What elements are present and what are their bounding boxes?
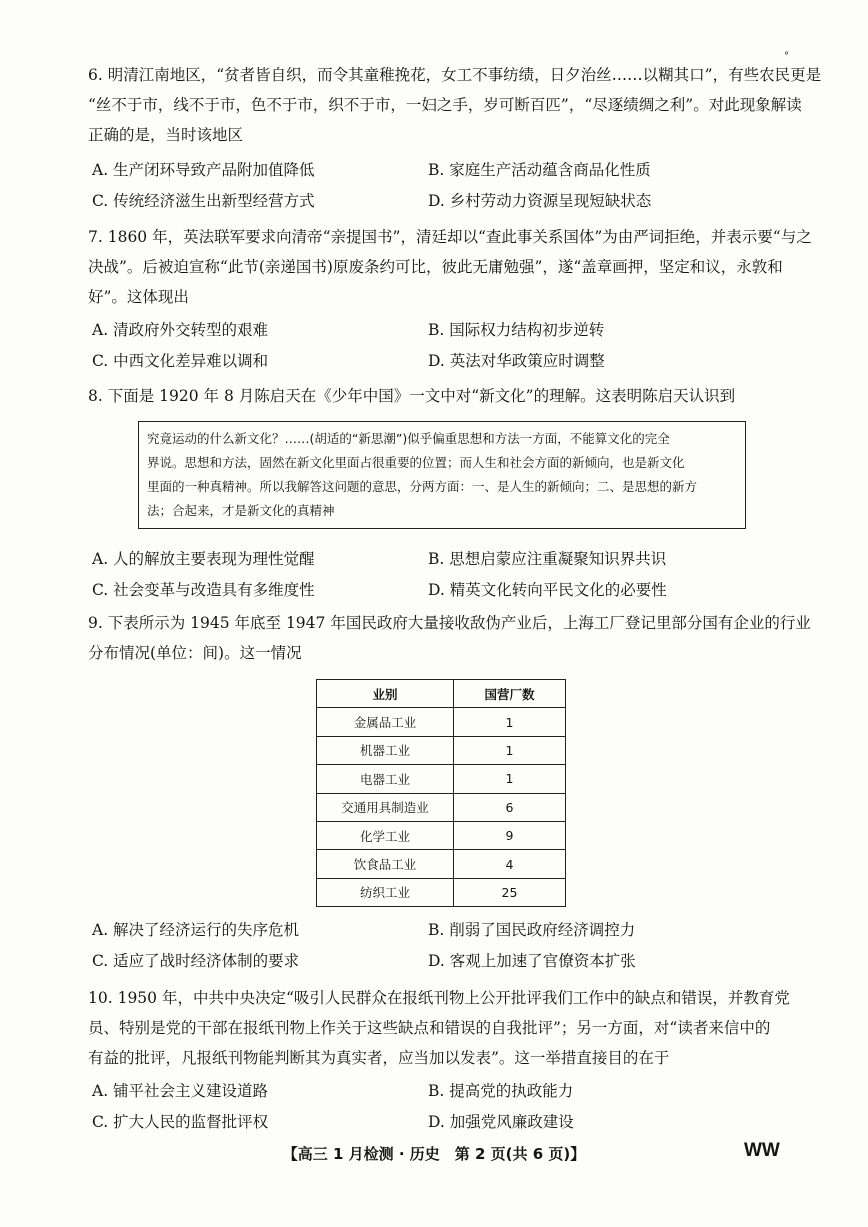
question-10: [88, 983, 794, 1073]
question-10-options: [92, 1076, 792, 1138]
option-c[interactable]: C. 传统经济滋生出新型经营方式: [92, 192, 315, 210]
option-c[interactable]: C. 社会变革与改造具有多维度性: [92, 581, 315, 599]
quote-line: 法；合起来，才是新文化的真精神: [147, 503, 335, 518]
table-cell: 饮食品工业: [317, 850, 454, 878]
question-7-line: 好”。这体现出: [88, 288, 189, 306]
table-cell: 机器工业: [317, 736, 454, 764]
table-cell: 纺织工业: [317, 878, 454, 906]
question-8-line: 8. 下面是 1920 年 8 月陈启天在《少年中国》一文中对“新文化”的理解。这表明陈启天认识到: [88, 387, 736, 405]
table-header-row: [317, 680, 566, 708]
scan-mark: °: [784, 51, 789, 62]
table-cell: 1: [454, 765, 566, 793]
question-10-line: 10. 1950 年，中共中央决定“吸引人民群众在报纸刊物上公开批评我们工作中的缺点和错误，并教育党: [88, 989, 790, 1007]
question-6-line: “丝不于市，线不于市，色不于市，织不于市，一妇之手，岁可断百匹”，“尽逐绩绸之利”。对此现象解读: [88, 96, 802, 114]
option-a[interactable]: A. 清政府外交转型的艰难: [92, 321, 269, 339]
option-a[interactable]: A. 铺平社会主义建设道路: [92, 1082, 269, 1100]
table-cell: 25: [454, 878, 566, 906]
question-6-options: [92, 155, 792, 217]
table-row: [317, 793, 566, 821]
question-8: [88, 381, 794, 411]
question-9-line: 分布情况(单位：间)。这一情况: [88, 644, 302, 662]
page-footer: 【高三 1 月检测 · 历史 第 2 页(共 6 页)】: [282, 1145, 586, 1163]
option-b[interactable]: B. 家庭生产活动蕴含商品化性质: [428, 161, 651, 179]
table-cell: 1: [454, 708, 566, 736]
question-7: [88, 222, 812, 312]
question-7-line: 决战”。后被迫宣称“此节(亲递国书)原废条约可比，彼此无庸勉强”，遂“盖章画押，坚定和议，永敦和: [88, 258, 783, 276]
option-d[interactable]: D. 客观上加速了官僚资本扩张: [428, 952, 636, 970]
option-a[interactable]: A. 生产闭环导致产品附加值降低: [92, 161, 315, 179]
table-cell: 交通用具制造业: [317, 793, 454, 821]
option-c[interactable]: C. 适应了战时经济体制的要求: [92, 952, 300, 970]
table-cell: 6: [454, 793, 566, 821]
table-header: 国营厂数: [454, 680, 566, 708]
option-c[interactable]: C. 扩大人民的监督批评权: [92, 1113, 269, 1131]
table-cell: 金属品工业: [317, 708, 454, 736]
table-cell: 化学工业: [317, 821, 454, 849]
option-a[interactable]: A. 人的解放主要表现为理性觉醒: [92, 550, 315, 568]
question-10-line: 员、特别是党的干部在报纸刊物上作关于这些缺点和错误的自我批评”；另一方面，对“读者来信中的: [88, 1019, 771, 1037]
table-row: [317, 708, 566, 736]
question-9-options: [92, 915, 792, 977]
table-cell: 4: [454, 850, 566, 878]
question-9-line: 9. 下表所示为 1945 年底至 1947 年国民政府大量接收敌伪产业后，上海工厂登记里部分国有企业的行业: [88, 614, 811, 632]
table-cell: 9: [454, 821, 566, 849]
option-d[interactable]: D. 乡村劳动力资源呈现短缺状态: [428, 192, 652, 210]
table-cell: 1: [454, 736, 566, 764]
question-8-options: [92, 544, 792, 606]
option-b[interactable]: B. 提高党的执政能力: [428, 1082, 574, 1100]
industry-table: [316, 679, 566, 907]
footer-code: WW: [744, 1140, 780, 1161]
option-d[interactable]: D. 精英文化转向平民文化的必要性: [428, 581, 667, 599]
quote-line: 里面的一种真精神。所以我解答这问题的意思，分两方面：一、是人生的新倾向；二、是思想的新方: [147, 479, 698, 494]
table-row: [317, 821, 566, 849]
question-7-line: 7. 1860 年，英法联军要求向清帝“亲提国书”，清廷却以“查此事关系国体”为由严词拒绝，并表示要“与之: [88, 228, 812, 246]
table-cell: 电器工业: [317, 765, 454, 793]
option-a[interactable]: A. 解决了经济运行的失序危机: [92, 921, 300, 939]
option-b[interactable]: B. 思想启蒙应注重凝聚知识界共识: [428, 550, 667, 568]
table-header: 业别: [317, 680, 454, 708]
question-10-line: 有益的批评，凡报纸刊物能判断其为真实者，应当加以发表”。这一举措直接目的在于: [88, 1049, 670, 1067]
table-row: [317, 736, 566, 764]
option-d[interactable]: D. 英法对华政策应时调整: [428, 352, 605, 370]
option-c[interactable]: C. 中西文化差异难以调和: [92, 352, 269, 370]
question-7-options: [92, 315, 792, 377]
table-row: [317, 850, 566, 878]
question-6-line: 6. 明清江南地区，“贫者皆自织，而令其童稚挽花，女工不事纺绩，日夕治丝……以糊其口”，有些农民更是: [88, 66, 822, 84]
table-row: [317, 765, 566, 793]
table-row: [317, 878, 566, 906]
question-6-line: 正确的是，当时该地区: [88, 126, 244, 144]
option-b[interactable]: B. 削弱了国民政府经济调控力: [428, 921, 636, 939]
question-9: [88, 608, 811, 668]
option-b[interactable]: B. 国际权力结构初步逆转: [428, 321, 605, 339]
option-d[interactable]: D. 加强党风廉政建设: [428, 1113, 574, 1131]
quote-line: 究竟运动的什么新文化？……(胡适的“新思潮”)似乎偏重思想和方法一方面，不能算文化的完全: [147, 431, 670, 446]
quote-line: 界说。思想和方法，固然在新文化里面占很重要的位置；而人生和社会方面的新倾向，也是新文化: [147, 455, 685, 470]
quote-box: [138, 421, 746, 529]
question-6: [88, 60, 822, 150]
